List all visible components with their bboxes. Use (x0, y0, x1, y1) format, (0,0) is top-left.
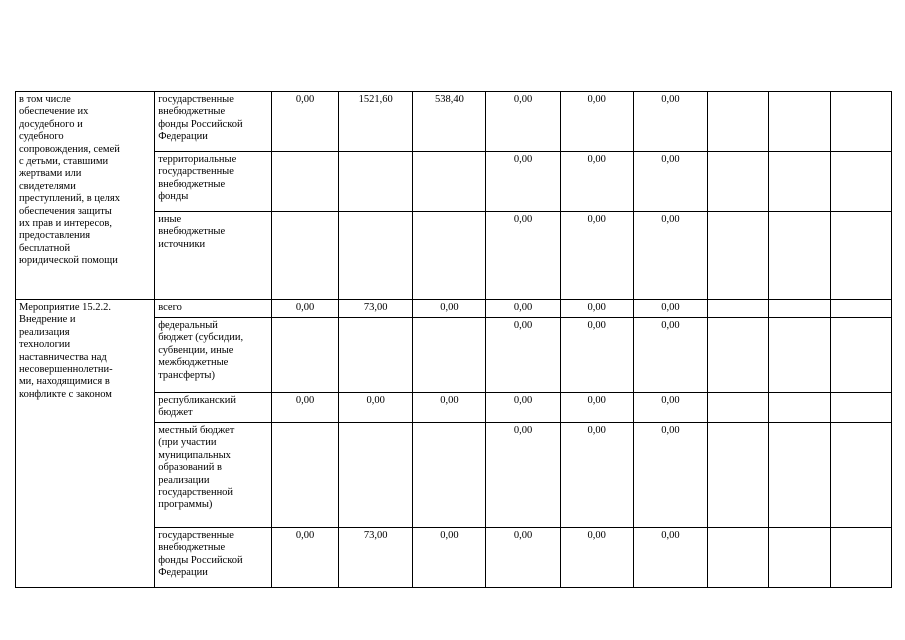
amount-cell: 0,00 (413, 300, 486, 318)
amount-cell: 0,00 (486, 318, 560, 393)
amount-cell: 0,00 (560, 92, 633, 152)
amount-cell: 0,00 (486, 300, 560, 318)
amount-cell (413, 423, 486, 528)
amount-cell: 1521,60 (339, 92, 413, 152)
amount-cell (272, 318, 339, 393)
amount-cell (413, 212, 486, 300)
amount-cell (707, 300, 768, 318)
amount-cell: 0,00 (633, 528, 707, 588)
amount-cell (707, 318, 768, 393)
activity-name-cell: в том числе обеспечение их досудебного и судебного сопровождения, семей с детьми, ставшими жертвами или свидетелями преступлений, в целях обеспечения защиты их прав и интересов, предоставления бесплатной юридической помощи (16, 92, 155, 300)
amount-cell (707, 393, 768, 423)
amount-cell: 0,00 (633, 92, 707, 152)
amount-cell (768, 300, 830, 318)
table-row (16, 92, 892, 152)
amount-cell (830, 393, 891, 423)
amount-cell: 0,00 (413, 393, 486, 423)
amount-cell: 0,00 (560, 423, 633, 528)
amount-cell: 0,00 (633, 318, 707, 393)
funding-source-cell: всего (155, 300, 272, 318)
amount-cell (768, 393, 830, 423)
amount-cell: 73,00 (339, 528, 413, 588)
amount-cell: 0,00 (560, 300, 633, 318)
amount-cell: 538,40 (413, 92, 486, 152)
amount-cell: 0,00 (272, 528, 339, 588)
amount-cell: 0,00 (272, 300, 339, 318)
amount-cell: 0,00 (339, 393, 413, 423)
amount-cell (707, 92, 768, 152)
amount-cell (768, 92, 830, 152)
amount-cell: 0,00 (486, 528, 560, 588)
budget-table-body (16, 92, 892, 588)
amount-cell (768, 528, 830, 588)
amount-cell: 73,00 (339, 300, 413, 318)
amount-cell: 0,00 (486, 423, 560, 528)
funding-source-cell: республиканский бюджет (155, 393, 272, 423)
amount-cell (272, 212, 339, 300)
amount-cell (339, 318, 413, 393)
amount-cell (339, 152, 413, 212)
amount-cell (272, 423, 339, 528)
amount-cell (830, 212, 891, 300)
amount-cell: 0,00 (272, 92, 339, 152)
amount-cell: 0,00 (413, 528, 486, 588)
amount-cell: 0,00 (633, 300, 707, 318)
budget-table (15, 91, 892, 588)
amount-cell (707, 152, 768, 212)
funding-source-cell: государственные внебюджетные фонды Российской Федерации (155, 92, 272, 152)
amount-cell: 0,00 (486, 152, 560, 212)
amount-cell: 0,00 (486, 212, 560, 300)
amount-cell: 0,00 (633, 152, 707, 212)
amount-cell (768, 152, 830, 212)
amount-cell: 0,00 (560, 212, 633, 300)
amount-cell: 0,00 (633, 423, 707, 528)
amount-cell (413, 318, 486, 393)
amount-cell: 0,00 (633, 212, 707, 300)
amount-cell (413, 152, 486, 212)
amount-cell: 0,00 (560, 393, 633, 423)
amount-cell (272, 152, 339, 212)
amount-cell: 0,00 (486, 393, 560, 423)
funding-source-cell: государственные внебюджетные фонды Российской Федерации (155, 528, 272, 588)
amount-cell (768, 423, 830, 528)
funding-source-cell: местный бюджет (при участии муниципальных образований в реализации государственной программы) (155, 423, 272, 528)
amount-cell (707, 423, 768, 528)
amount-cell (768, 212, 830, 300)
amount-cell (339, 423, 413, 528)
amount-cell (830, 152, 891, 212)
funding-source-cell: территориальные государственные внебюджетные фонды (155, 152, 272, 212)
amount-cell: 0,00 (560, 318, 633, 393)
amount-cell (707, 212, 768, 300)
amount-cell: 0,00 (272, 393, 339, 423)
activity-name-cell: Мероприятие 15.2.2. Внедрение и реализация технологии наставничества над несовершеннолетни- ми, находящимися в конфликте с законом (16, 300, 155, 588)
funding-source-cell: федеральный бюджет (субсидии, субвенции, иные межбюджетные трансферты) (155, 318, 272, 393)
amount-cell (830, 528, 891, 588)
table-row (16, 300, 892, 318)
amount-cell (339, 212, 413, 300)
amount-cell (830, 423, 891, 528)
amount-cell (830, 300, 891, 318)
amount-cell: 0,00 (633, 393, 707, 423)
amount-cell (768, 318, 830, 393)
amount-cell (830, 92, 891, 152)
funding-source-cell: иные внебюджетные источники (155, 212, 272, 300)
amount-cell: 0,00 (560, 528, 633, 588)
amount-cell (707, 528, 768, 588)
amount-cell: 0,00 (560, 152, 633, 212)
amount-cell (830, 318, 891, 393)
amount-cell: 0,00 (486, 92, 560, 152)
